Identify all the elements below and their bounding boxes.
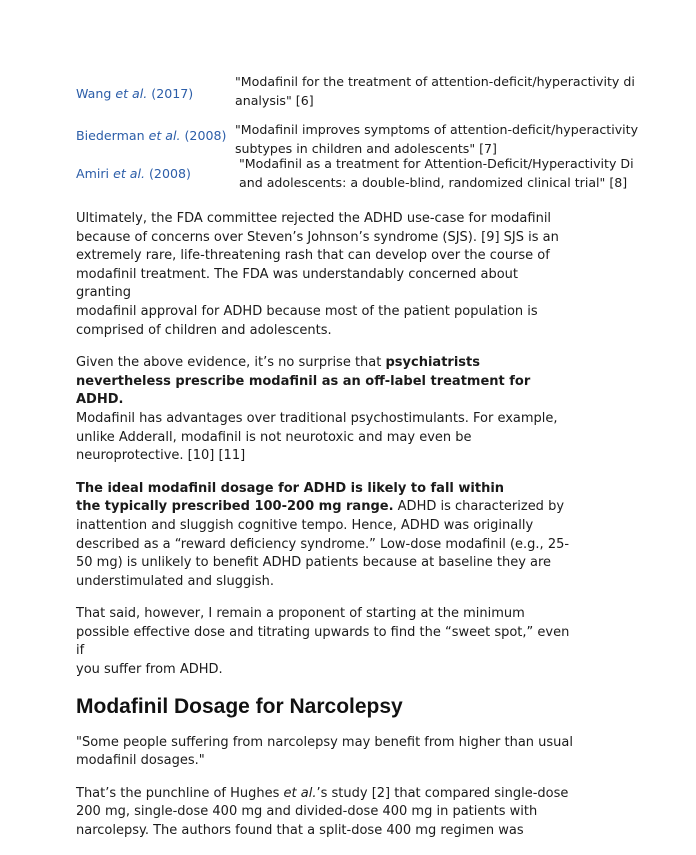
reference-description: "Modafinil as a treatment for Attention-Deficit/Hyperactivity Di and adolescents: a double-blind, randomized clinical trial" [8] [239, 156, 634, 190]
reference-table [76, 72, 696, 190]
section-heading: Modafinil Dosage for Narcolepsy [76, 694, 403, 718]
paragraph-hughes-study: That’s the punchline of Hughes et al.’s study [2] that compared single-dose 200 mg, single-dose 400 mg and divided-dose 400 mg in patients with narcolepsy. The authors found that a split-dose 400 mg regimen was [76, 785, 569, 839]
paragraph-fda: Ultimately, the FDA committee rejected the ADHD use-case for modafinil because of concerns over Steven’s Johnson’s syndrome (SJS). [9] SJS is an extremely rare, life-threatening rash that can develop over the course of modafinil treatment. The FDA was understandably concerned about granting modafinil approval for ADHD because most of the patient population is comprised of children and adolescents. [76, 211, 559, 338]
article-body [76, 210, 576, 855]
reference-link[interactable]: Wang et al. (2017) [76, 86, 194, 101]
reference-description: "Modafinil improves symptoms of attention-deficit/hyperactivity subtypes in children and adolescents" [7] [235, 122, 639, 156]
paragraph-off-label: Given the above evidence, it’s no surprise that psychiatrists nevertheless prescribe modafinil as an off-label treatment for ADHD. Modafinil has advantages over traditional psychostimulants. For example, unlike Adderall, modafinil is not neurotoxic and may even be neuroprotective. [10] [11] [76, 355, 558, 464]
reference-link[interactable]: Biederman et al. (2008) [76, 128, 227, 143]
reference-description: "Modafinil for the treatment of attention-deficit/hyperactivity di analysis" [6] [235, 74, 635, 108]
paragraph-titration: That said, however, I remain a proponent of starting at the minimum possible effective dose and titrating upwards to find the “sweet spot,” even if you suffer from ADHD. [76, 606, 570, 678]
paragraph-quote: "Some people suffering from narcolepsy may benefit from higher than usual modafinil dosages." [76, 734, 574, 769]
paragraph-ideal-dosage: The ideal modafinil dosage for ADHD is likely to fall within the typically prescribed 100-200 mg range. ADHD is characterized by inattention and sluggish cognitive tempo. Hence, ADHD was originally described as a “reward deficiency syndrome.” Low-dose modafinil (e.g., 25- 50 mg) is unlikely to benefit ADHD patients because at baseline they are understimulated and sluggish. [76, 480, 570, 589]
reference-link[interactable]: Amiri et al. (2008) [76, 166, 191, 181]
reference-row [76, 72, 696, 111]
